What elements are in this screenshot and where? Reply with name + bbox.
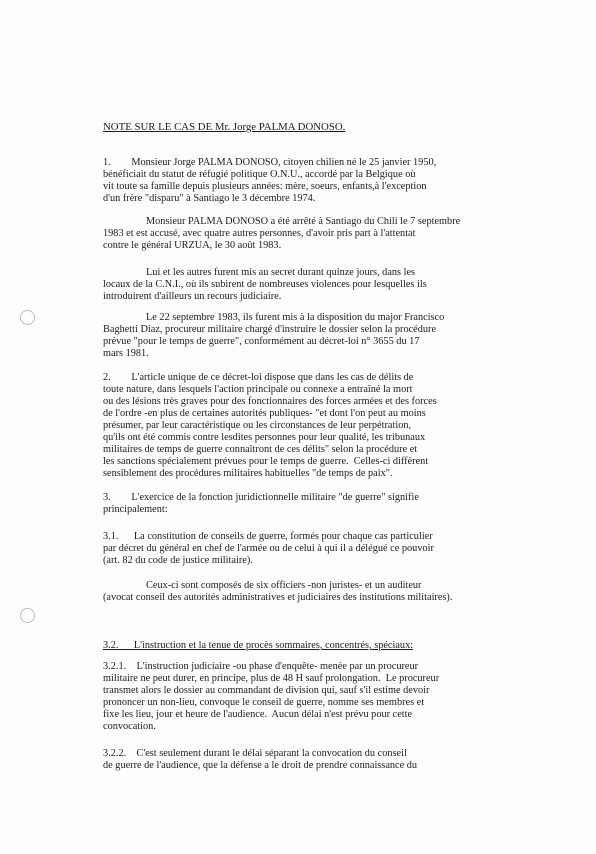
p10-line: prononcer un non-lieu, convoque le conseil de guerre, nomme ses membres et xyxy=(103,697,425,708)
p10-line: militaire ne peut durer, en principe, plus de 48 H sauf prolongation. Le procureur xyxy=(103,673,440,684)
p4-line: Le 22 septembre 1983, ils furent mis à la disposition du major Francisco xyxy=(146,312,445,323)
p3-line: introduirent d'ailleurs un recours judiciaire. xyxy=(103,291,282,302)
p4-line: prévue "pour le temps de guerre", conformément au décret-loi n° 3655 du 17 xyxy=(103,336,420,347)
p5-line: 2. L'article unique de ce décret-loi dispose que dans les cas de délits de xyxy=(103,372,414,383)
p10-line: 3.2.1. L'instruction judiciaire -ou phase d'enquête- menée par un procureur xyxy=(103,661,419,672)
p5-line: les sanctions spécialement prévues pour le temps de guerre. Celles-ci diffèrent xyxy=(103,456,429,467)
p1-line: vit toute sa famille depuis plusieurs années: mère, soeurs, enfants,à l'exception xyxy=(103,181,427,192)
p1-line: bénéficiait du statut de réfugié politique O.N.U., accordé par la Belgique où xyxy=(103,169,416,180)
p4-line: Baghetti Diaz, procureur militaire chargé d'instruire le dossier selon la procédure xyxy=(103,324,437,335)
p7-line: 3.1. La constitution de conseils de guerre, formés pour chaque cas particulier xyxy=(103,531,433,542)
p1-line: d'un frère "disparu" à Santiago le 3 décembre 1974. xyxy=(103,193,316,204)
p5-line: sensiblement des procédures militaires habituelles "de temps de paix". xyxy=(103,468,393,479)
p9-line: 3.2. L'instruction et la tenue de procès sommaires, concentrés, spéciaux: xyxy=(103,640,414,651)
p2-line: Monsieur PALMA DONOSO a été arrêté à Santiago du Chili le 7 septembre xyxy=(146,216,461,227)
p10-line: fixe les lieu, jour et heure de l'audience. Aucun délai n'est prévu pour cette xyxy=(103,709,413,720)
punch-hole xyxy=(20,310,35,325)
p4-line: mars 1981. xyxy=(103,348,149,359)
p3-line: locaux de la C.N.I., où ils subirent de nombreuses violences pour lesquelles ils xyxy=(103,279,427,290)
p8-line: (avocat conseil des autorités administratives et judiciaires des institutions militaires). xyxy=(103,592,453,603)
p2-line: 1983 et est accusé, avec quatre autres personnes, d'avoir pris part à l'attentat xyxy=(103,228,416,239)
p2-line: contre le général URZUA, le 30 août 1983. xyxy=(103,240,282,251)
p10-line: convocation. xyxy=(103,721,156,732)
p6-line: principalement: xyxy=(103,504,168,515)
p1-line: 1. Monsieur Jorge PALMA DONOSO, citoyen chilien né le 25 janvier 1950, xyxy=(103,157,437,168)
p5-line: militaires de temps de guerre connaîtront de ces délits" selon la procédure et xyxy=(103,444,418,455)
document-title: NOTE SUR LE CAS DE Mr. Jorge PALMA DONOSO. xyxy=(103,121,346,133)
p5-line: présumer, par leur caractéristique ou les circonstances de leur perpétration, xyxy=(103,420,412,431)
p5-line: ou des lésions très graves pour des fonctionnaires des forces armées et des forces xyxy=(103,396,437,407)
p7-line: par décret du général en chef de l'armée ou de celui à qui il a délégué ce pouvoir xyxy=(103,543,434,554)
p11-line: de guerre de l'audience, que la défense a le droit de prendre connaissance du xyxy=(103,760,418,771)
p7-line: (art. 82 du code de justice militaire). xyxy=(103,555,253,566)
p6-line: 3. L'exercice de la fonction juridictionnelle militaire "de guerre" signifie xyxy=(103,492,419,503)
p5-line: qu'ils ont été commis contre lesdites personnes pour leur qualité, les tribunaux xyxy=(103,432,426,443)
p11-line: 3.2.2. C'est seulement durant le délai séparant la convocation du conseil xyxy=(103,748,407,759)
p5-line: toute nature, dans lesquels l'action principale ou connexe a entraîné la mort xyxy=(103,384,413,395)
p5-line: de l'ordre -en plus de certaines autorités publiques- "et dont l'on peut au moins xyxy=(103,408,426,419)
p10-line: transmet alors le dossier au commandant de division qui, sauf s'il estime devoir xyxy=(103,685,430,696)
p3-line: Lui et les autres furent mis au secret durant quinze jours, dans les xyxy=(146,267,416,278)
p8-line: Ceux-ci sont composés de six officiers -non juristes- et un auditeur xyxy=(146,580,422,591)
punch-hole xyxy=(20,608,35,623)
